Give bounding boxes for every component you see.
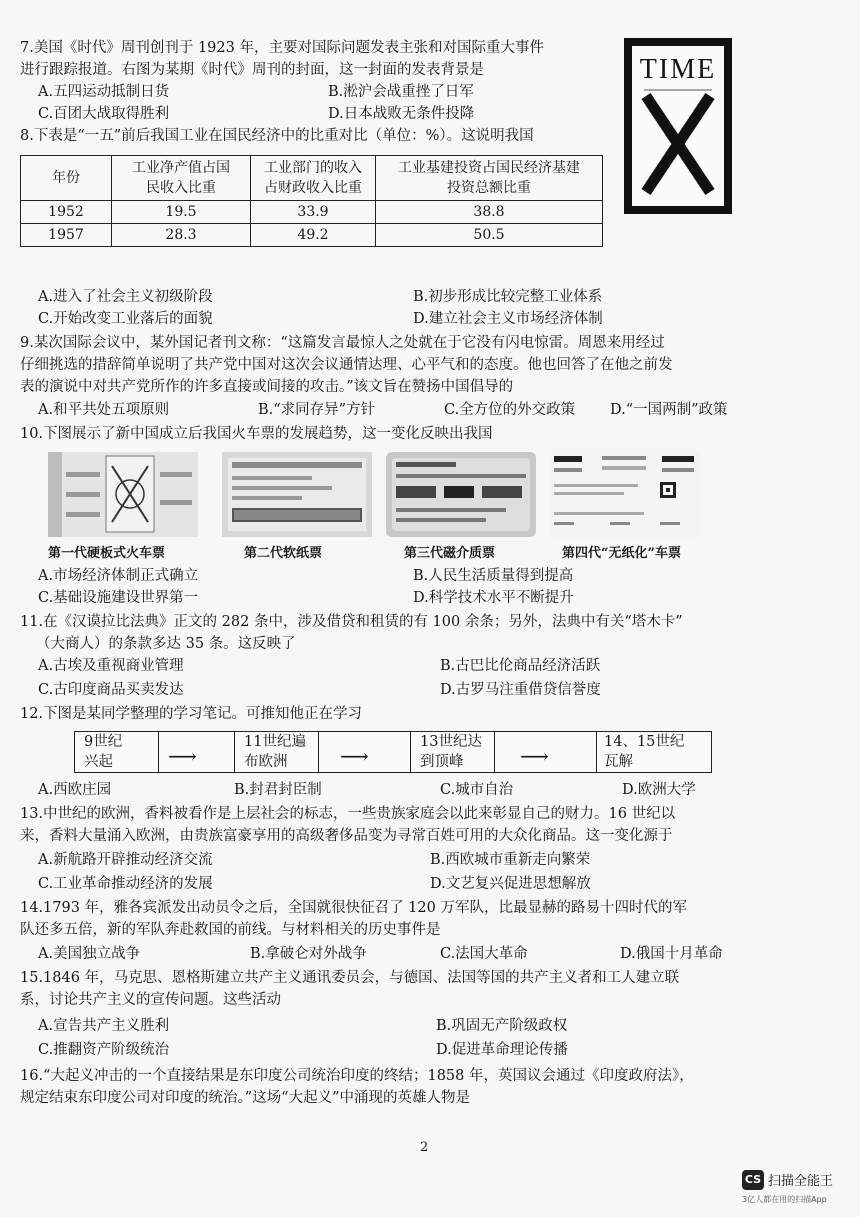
cell-year: 1957	[21, 224, 112, 247]
q15-option-d: D.促进革命理论传播	[436, 1042, 568, 1058]
arrow-right-icon: ⟶	[168, 744, 197, 768]
cell-value: 33.9	[251, 201, 376, 224]
q8-option-b: B.初步形成比较完整工业体系	[413, 289, 603, 305]
q12-option-b: B.封君封臣制	[234, 782, 322, 798]
q10-option-d: D.科学技术水平不断提升	[413, 590, 574, 606]
q15-stem-line1: 15.1846 年，马克思、恩格斯建立共产主义通讯委员会，与德国、法国等国的共产主义者和工人建立联	[20, 970, 680, 986]
q11-stem-line2: （大商人）的条款多达 35 条。这反映了	[36, 636, 296, 652]
q12-option-a: A.西欧庄园	[38, 782, 112, 798]
cell-value: 38.8	[376, 201, 603, 224]
ticket-image-soft-paper	[222, 452, 372, 537]
scanner-watermark	[742, 1168, 860, 1208]
ticket-caption-2: 第二代软纸票	[244, 546, 323, 561]
q14-option-d: D.俄国十月革命	[620, 946, 723, 962]
flow-step-4: 14、15世纪 瓦解	[604, 734, 685, 770]
q8-option-a: A.进入了社会主义初级阶段	[38, 289, 213, 305]
table-row	[21, 201, 603, 224]
q13-option-b: B.西欧城市重新走向繁荣	[430, 852, 591, 868]
q14-option-a: A.美国独立战争	[38, 946, 141, 962]
q13-option-d: D.文艺复兴促进思想解放	[430, 876, 591, 892]
q12-stem-line1: 12.下图是某同学整理的学习笔记。可推知他正在学习	[20, 706, 363, 722]
q9-option-d: D.“一国两制”政策	[610, 402, 728, 418]
scanner-name: 扫描全能王	[768, 1174, 834, 1189]
q15-option-c: C.推翻资产阶级统治	[38, 1042, 170, 1058]
arrow-right-icon: ⟶	[340, 744, 369, 768]
q7-option-b: B.淞沪会战重挫了日军	[328, 84, 474, 100]
table-row	[21, 224, 603, 247]
ticket-caption-1: 第一代硬板式火车票	[48, 546, 166, 561]
q13-stem-line1: 13.中世纪的欧洲，香料被看作是上层社会的标志，一些贵族家庭会以此来彰显自己的财力。16 世纪以	[20, 806, 676, 822]
q12-option-d: D.欧洲大学	[622, 782, 696, 798]
q7-option-d: D.日本战败无条件投降	[328, 106, 475, 122]
q11-stem-line1: 11.在《汉谟拉比法典》正文的 282 条中，涉及借贷和租赁的有 100 余条；另外，法典中有关“塔木卡”	[20, 614, 683, 630]
q8-stem-line1: 8.下表是“一五”前后我国工业在国民经济中的比重对比（单位：%）。这说明我国	[20, 128, 534, 144]
q16-stem-line2: 规定结束东印度公司对印度的统治。”这场“大起义”中涌现的英雄人物是	[20, 1090, 470, 1106]
q10-option-b: B.人民生活质量得到提高	[413, 568, 574, 584]
header-investment: 工业基建投资占国民经济基建 投资总额比重	[376, 156, 603, 201]
q11-option-d: D.古罗马注重借贷信誉度	[440, 682, 601, 698]
scanner-logo-icon: CS	[742, 1170, 764, 1190]
flow-step-2: 11世纪遍 布欧洲	[244, 734, 306, 770]
q8-table	[20, 155, 603, 247]
flow-step-3: 13世纪达 到顶峰	[420, 734, 482, 770]
time-magazine-cover	[624, 38, 732, 214]
q11-option-c: C.古印度商品买卖发达	[38, 682, 184, 698]
ticket-image-paperless	[550, 452, 700, 537]
q14-stem-line2: 队还多五倍，新的军队奔赴救国的前线。与材料相关的历史事件是	[20, 922, 441, 938]
q10-option-c: C.基础设施建设世界第一	[38, 590, 199, 606]
header-fiscal-revenue: 工业部门的收入 占财政收入比重	[251, 156, 376, 201]
flow-step-1: 9世纪 兴起	[84, 734, 123, 770]
page-number: 2	[420, 1140, 429, 1155]
q10-stem-line1: 10.下图展示了新中国成立后我国火车票的发展趋势，这一变化反映出我国	[20, 426, 493, 442]
q8-option-d: D.建立社会主义市场经济体制	[413, 311, 603, 327]
q7-stem-line1: 7.美国《时代》周刊创刊于 1923 年，主要对国际问题发表主张和对国际重大事件	[20, 40, 544, 56]
q14-option-c: C.法国大革命	[440, 946, 528, 962]
q13-stem-line2: 来，香料大量涌入欧洲，由贵族富豪享用的高级奢侈品变为寻常百姓可用的大众化商品。这一变化源于	[20, 828, 673, 844]
q9-option-a: A.和平共处五项原则	[38, 402, 170, 418]
q7-stem-line2: 进行跟踪报道。右图为某期《时代》周刊的封面，这一封面的发表背景是	[20, 62, 484, 78]
ticket-caption-4: 第四代“无纸化”车票	[562, 546, 681, 561]
cover-x-mark-icon	[632, 46, 724, 206]
q9-option-b: B.“求同存异”方针	[258, 402, 376, 418]
q13-option-a: A.新航路开辟推动经济交流	[38, 852, 213, 868]
cell-value: 19.5	[112, 201, 251, 224]
q16-stem-line1: 16.“大起义冲击的一个直接结果是东印度公司统治印度的终结；1858 年，英国议会通过《印度政府法》，	[20, 1068, 694, 1084]
cell-year: 1952	[21, 201, 112, 224]
table-header-row	[21, 156, 603, 201]
q9-option-c: C.全方位的外交政策	[444, 402, 576, 418]
ticket-caption-3: 第三代磁介质票	[404, 546, 496, 561]
q13-option-c: C.工业革命推动经济的发展	[38, 876, 213, 892]
q11-option-b: B.古巴比伦商品经济活跃	[440, 658, 601, 674]
q15-option-b: B.巩固无产阶级政权	[436, 1018, 568, 1034]
q12-option-c: C.城市自治	[440, 782, 514, 798]
time-cover-logo: TIME	[639, 54, 717, 85]
header-year: 年份	[21, 156, 112, 201]
q7-option-c: C.百团大战取得胜利	[38, 106, 170, 122]
q15-stem-line2: 系，讨论共产主义的宣传问题。这些活动	[20, 992, 281, 1008]
scanner-tagline: 3亿人都在用的扫描App	[742, 1195, 827, 1204]
q15-option-a: A.宣告共产主义胜利	[38, 1018, 170, 1034]
arrow-right-icon: ⟶	[520, 744, 549, 768]
ticket-image-magnetic	[386, 452, 536, 537]
cell-value: 28.3	[112, 224, 251, 247]
q9-stem-line2: 仔细挑选的措辞简单说明了共产党中国对这次会议通情达理、心平气和的态度。他也回答了在他之前发	[20, 357, 673, 373]
cell-value: 50.5	[376, 224, 603, 247]
ticket-image-hardboard	[48, 452, 198, 537]
q14-stem-line1: 14.1793 年，雅各宾派发出动员令之后，全国就很快征召了 120 万军队，比最显赫的路易十四时代的军	[20, 900, 687, 916]
q11-option-a: A.古埃及重视商业管理	[38, 658, 184, 674]
q9-stem-line1: 9.某次国际会议中，某外国记者刊文称：“这篇发言最惊人之处就在于它没有闪电惊雷。周恩来用经过	[20, 335, 665, 351]
q9-stem-line3: 表的演说中对共产党所作的许多直接或间接的攻击。”该文旨在赞扬中国倡导的	[20, 379, 514, 395]
q7-option-a: A.五四运动抵制日货	[38, 84, 170, 100]
q10-option-a: A.市场经济体制正式确立	[38, 568, 199, 584]
q8-option-c: C.开始改变工业落后的面貌	[38, 311, 213, 327]
header-net-output: 工业净产值占国 民收入比重	[112, 156, 251, 201]
q14-option-b: B.拿破仑对外战争	[250, 946, 367, 962]
cell-value: 49.2	[251, 224, 376, 247]
